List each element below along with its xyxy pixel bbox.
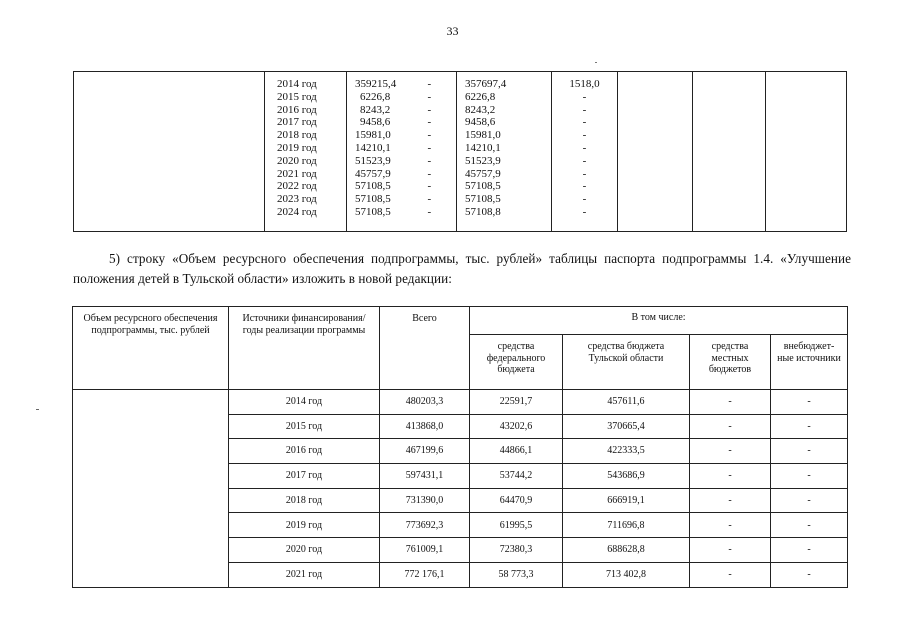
- top-year: 2021 год: [277, 167, 317, 180]
- row-federal: 72380,3: [470, 538, 563, 563]
- header-including: В том числе:: [470, 307, 848, 335]
- top-total: 57108,5: [355, 193, 391, 206]
- top-empty-cell: [693, 72, 766, 232]
- top-federal: -: [427, 154, 432, 167]
- row-year: 2017 год: [229, 464, 380, 489]
- header-total: Всего: [380, 307, 470, 390]
- top-regional: 51523,9: [465, 154, 501, 167]
- row-local: -: [690, 538, 771, 563]
- row-local: -: [690, 464, 771, 489]
- top-total: 57108,5: [355, 205, 391, 218]
- row-federal: 61995,5: [470, 513, 563, 538]
- top-regional: 57108,8: [465, 205, 501, 218]
- continued-funding-table: [73, 71, 847, 232]
- top-regional: 357697,4: [465, 78, 507, 90]
- row-offbudget: -: [771, 414, 848, 439]
- row-local: -: [690, 488, 771, 513]
- top-year: 2014 год: [277, 78, 317, 90]
- top-col-years: [265, 72, 347, 232]
- row-total: 480203,3: [380, 390, 470, 415]
- row-federal: 44866,1: [470, 439, 563, 464]
- row-local: -: [690, 439, 771, 464]
- top-regional: 8243,2: [465, 103, 496, 116]
- top-local: -: [582, 129, 587, 142]
- page-number: 33: [446, 24, 459, 38]
- top-total: 51523,9: [355, 154, 391, 167]
- top-federal: -: [427, 78, 432, 90]
- top-col-local: [552, 72, 618, 232]
- top-federal: -: [427, 180, 432, 193]
- top-federal: -: [427, 141, 432, 154]
- top-regional: 57108,5: [465, 193, 501, 206]
- row-total: 772 176,1: [380, 562, 470, 587]
- amendment-paragraph: [73, 249, 851, 289]
- table-row: [73, 390, 848, 415]
- row-regional: 666919,1: [563, 488, 690, 513]
- top-local: -: [582, 103, 587, 116]
- top-year: 2019 год: [277, 141, 317, 154]
- row-total: 467199,6: [380, 439, 470, 464]
- row-local: -: [690, 390, 771, 415]
- top-federal: -: [427, 129, 432, 142]
- top-regional: 15981,0: [465, 129, 501, 142]
- top-empty-cell: [618, 72, 693, 232]
- row-regional: 457611,6: [563, 390, 690, 415]
- row-year: 2018 год: [229, 488, 380, 513]
- top-regional: 45757,9: [465, 167, 501, 180]
- row-total: 597431,1: [380, 464, 470, 489]
- row-local: -: [690, 513, 771, 538]
- row-total: 731390,0: [380, 488, 470, 513]
- top-total: 15981,0: [355, 129, 391, 142]
- top-col-regional: [457, 72, 552, 232]
- row-year: 2020 год: [229, 538, 380, 563]
- paragraph-text: 5) строку «Объем ресурсного обеспечения подпрограммы, тыс. рублей» таблицы паспорта подпрограммы 1.4. «Улучшение положения детей в Тульской области» изложить в новой редакции:: [73, 251, 851, 286]
- top-total: 359215,4: [355, 78, 397, 90]
- top-year: 2024 год: [277, 205, 317, 218]
- top-empty-cell: [74, 72, 265, 232]
- top-year: 2016 год: [277, 103, 317, 116]
- header-federal-budget: средства федерального бюджета: [470, 335, 563, 390]
- scan-speck: [36, 409, 39, 410]
- row-regional: 688628,8: [563, 538, 690, 563]
- row-offbudget: -: [771, 488, 848, 513]
- top-empty-cell: [766, 72, 847, 232]
- row-year: 2021 год: [229, 562, 380, 587]
- row-offbudget: -: [771, 538, 848, 563]
- row-local: -: [690, 414, 771, 439]
- top-federal: -: [427, 90, 432, 103]
- top-year: 2020 год: [277, 154, 317, 167]
- row-offbudget: -: [771, 513, 848, 538]
- row-offbudget: -: [771, 562, 848, 587]
- row-federal: 53744,2: [470, 464, 563, 489]
- top-federal: -: [427, 116, 432, 129]
- row-offbudget: -: [771, 390, 848, 415]
- top-regional: 57108,5: [465, 180, 501, 193]
- top-year: 2023 год: [277, 193, 317, 206]
- row-federal: 22591,7: [470, 390, 563, 415]
- row-federal: 43202,6: [470, 414, 563, 439]
- header-local-budgets: средства местных бюджетов: [690, 335, 771, 390]
- top-total: 45757,9: [355, 167, 391, 180]
- top-local: -: [582, 167, 587, 180]
- top-local: -: [582, 90, 587, 103]
- row-offbudget: -: [771, 464, 848, 489]
- top-year: 2017 год: [277, 116, 317, 129]
- top-local: -: [582, 116, 587, 129]
- row-regional: 711696,8: [563, 513, 690, 538]
- scan-speck: [595, 62, 597, 63]
- top-federal: -: [427, 205, 432, 218]
- top-federal: -: [427, 193, 432, 206]
- top-federal: -: [427, 103, 432, 116]
- row-total: 773692,3: [380, 513, 470, 538]
- top-local: -: [582, 205, 587, 218]
- top-regional: 14210,1: [465, 141, 501, 154]
- funding-table: [72, 306, 848, 588]
- row-year: 2019 год: [229, 513, 380, 538]
- empty-label-cell: [73, 390, 229, 588]
- top-year: 2018 год: [277, 129, 317, 142]
- row-federal: 64470,9: [470, 488, 563, 513]
- row-regional: 370665,4: [563, 414, 690, 439]
- header-funding-sources: Источники финансирования/годы реализации программы: [229, 307, 380, 390]
- top-regional: 6226,8: [465, 90, 496, 103]
- top-total: 8243,2: [360, 103, 391, 116]
- row-regional: 422333,5: [563, 439, 690, 464]
- top-local: -: [582, 141, 587, 154]
- row-total: 761009,1: [380, 538, 470, 563]
- top-regional: 9458,6: [465, 116, 496, 129]
- top-local: 1518,0: [569, 78, 600, 90]
- top-col-total-and-federal: [347, 72, 457, 232]
- row-regional: 543686,9: [563, 464, 690, 489]
- top-local: -: [582, 180, 587, 193]
- row-local: -: [690, 562, 771, 587]
- top-year: 2022 год: [277, 180, 317, 193]
- top-federal: -: [427, 167, 432, 180]
- top-local: -: [582, 154, 587, 167]
- top-total: 9458,6: [360, 116, 391, 129]
- top-local: -: [582, 193, 587, 206]
- row-federal: 58 773,3: [470, 562, 563, 587]
- header-resource-volume: Объем ресурсного обеспечения подпрограммы, тыс. рублей: [73, 307, 229, 390]
- top-total: 6226,8: [360, 90, 391, 103]
- top-total: 14210,1: [355, 141, 391, 154]
- row-year: 2014 год: [229, 390, 380, 415]
- top-year: 2015 год: [277, 90, 317, 103]
- row-offbudget: -: [771, 439, 848, 464]
- row-year: 2016 год: [229, 439, 380, 464]
- header-offbudget: внебюджет-ные источники: [771, 335, 848, 390]
- row-regional: 713 402,8: [563, 562, 690, 587]
- header-regional-budget: средства бюджета Тульской области: [563, 335, 690, 390]
- top-total: 57108,5: [355, 180, 391, 193]
- row-total: 413868,0: [380, 414, 470, 439]
- row-year: 2015 год: [229, 414, 380, 439]
